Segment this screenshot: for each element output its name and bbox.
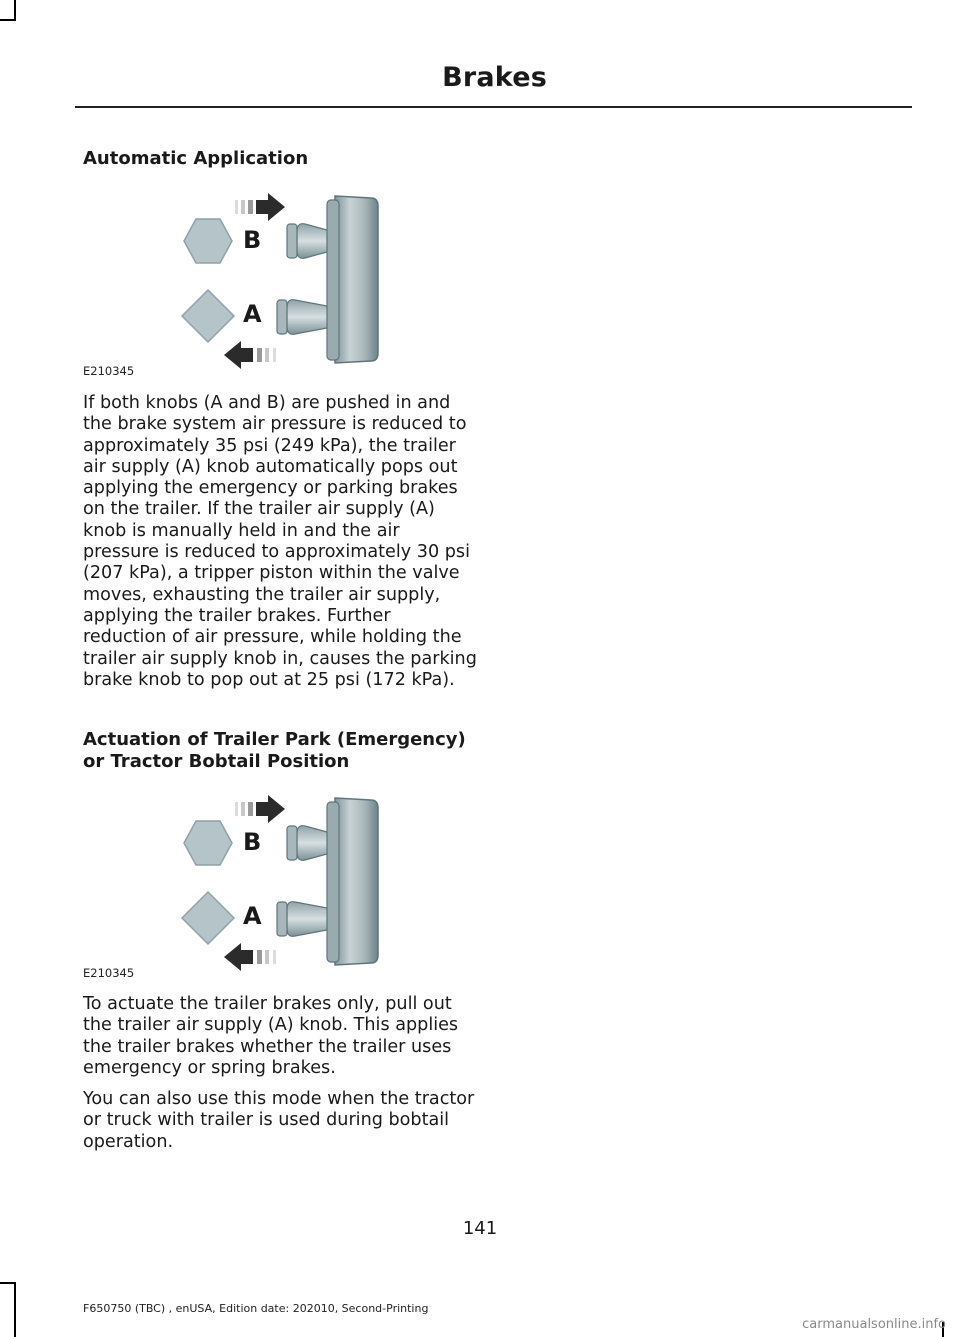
figure-brake-knobs	[83, 188, 383, 378]
paragraph-actuate-trailer-brakes: To actuate the trailer brakes only, pull out the trailer air supply (A) knob. This applies the trailer brakes whether the trailer uses emergency or spring brakes.	[83, 994, 459, 1078]
figure-label-a: A	[243, 300, 262, 328]
crop-mark-top-left-v	[14, 0, 16, 21]
figure-label-a: A	[243, 902, 262, 930]
arrow-right-icon	[235, 193, 285, 221]
arrow-left-icon	[224, 943, 276, 971]
section-heading-automatic-application: Automatic Application	[83, 148, 309, 169]
brake-valve-illustration-2	[83, 790, 383, 980]
diamond-knob-icon	[182, 290, 234, 342]
hexagon-knob-icon	[184, 219, 232, 263]
figure-label-b: B	[243, 226, 262, 254]
section-heading-actuation-trailer-park: Actuation of Trailer Park (Emergency) or Tractor Bobtail Position	[83, 729, 466, 772]
figure-code: E210345	[83, 966, 135, 980]
crop-mark-bottom-left-v	[14, 1282, 16, 1337]
diamond-knob-icon	[182, 892, 234, 944]
figure-label-b: B	[243, 828, 262, 856]
figure-brake-knobs-2	[83, 790, 383, 980]
crop-mark-bottom-left-h	[0, 1282, 16, 1284]
crop-mark-top-left-h	[0, 19, 16, 21]
arrow-left-icon	[224, 341, 276, 369]
header-divider	[75, 106, 912, 108]
page-header-title: Brakes	[442, 62, 547, 93]
watermark: carmanualsonline.info	[802, 1317, 946, 1332]
paragraph-automatic-application: If both knobs (A and B) are pushed in and the brake system air pressure is reduced to approximately 35 psi (249 kPa), the trailer air supply (A) knob automatically pops out applying the emergency or parking brakes on the trailer. If the trailer air supply (A) knob is manually held in and the air pressure is reduced to approximately 30 psi (207 kPa), a tripper piston within the valve moves, exhausting the trailer air supply, applying the trailer brakes. Further reduction of air pressure, while holding the trailer air supply knob in, causes the parking brake knob to pop out at 25 psi (172 kPa).	[83, 393, 477, 690]
figure-code: E210345	[83, 364, 135, 378]
footer-edition: F650750 (TBC) , enUSA, Edition date: 202010, Second-Printing	[83, 1302, 429, 1315]
page-number: 141	[462, 1218, 498, 1239]
arrow-right-icon	[235, 795, 285, 823]
brake-valve-illustration	[83, 188, 383, 378]
hexagon-knob-icon	[184, 821, 232, 865]
paragraph-bobtail-operation: You can also use this mode when the tractor or truck with trailer is used during bobtail operation.	[83, 1089, 475, 1152]
